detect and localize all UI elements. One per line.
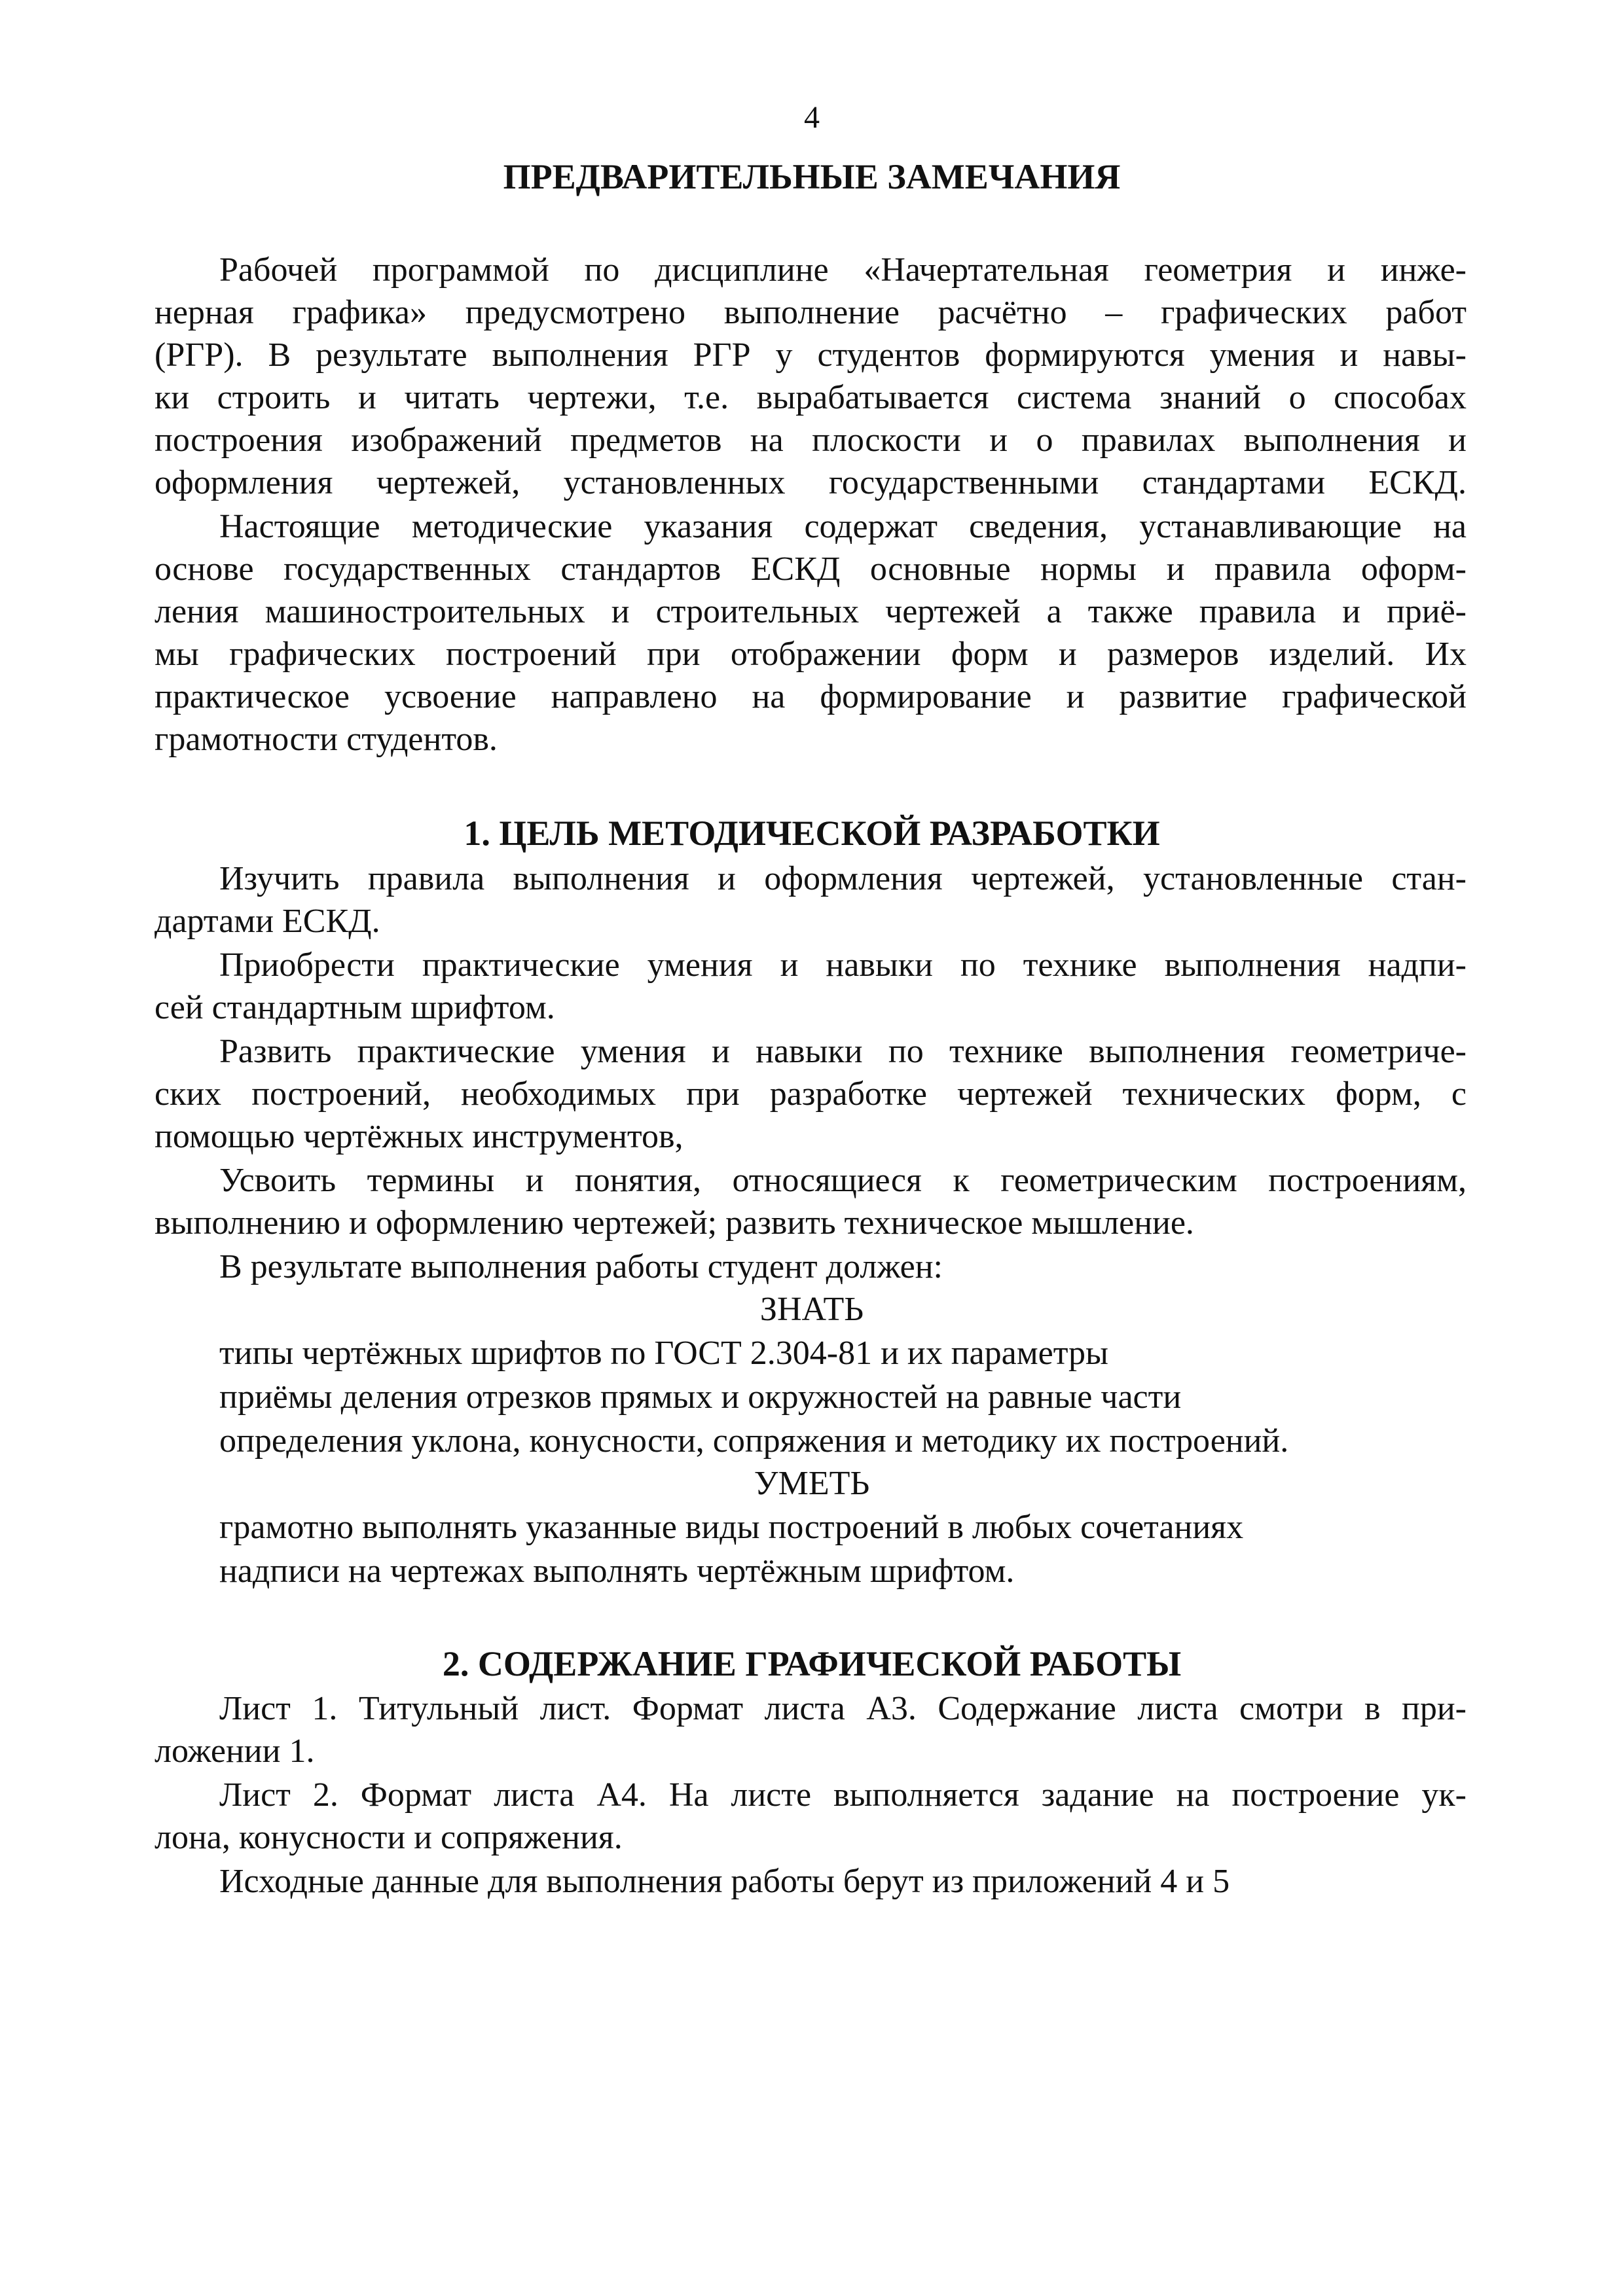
know-item-1: типы чертёжных шрифтов по ГОСТ 2.304-81 и их параметры bbox=[219, 1335, 1108, 1372]
preface-line-6: оформления чертежей, установленных государственными стандартами ЕСКД. bbox=[155, 464, 1467, 501]
know-label: ЗНАТЬ bbox=[759, 1291, 864, 1328]
section-1-line-8: Усвоить термины и понятия, относящиеся к геометрическим построениям, bbox=[219, 1162, 1467, 1199]
section-1-line-9: выполнению и оформлению чертежей; развить техническое мышление. bbox=[155, 1204, 1194, 1242]
section-2-line-4: лона, конусности и сопряжения. bbox=[155, 1819, 623, 1856]
preface-title: ПРЕДВАРИТЕЛЬНЫЕ ЗАМЕЧАНИЯ bbox=[503, 157, 1121, 196]
know-item-3: определения уклона, конусности, сопряжения и методику их построений. bbox=[219, 1422, 1289, 1460]
section-1-line-5: Развить практические умения и навыки по технике выполнения геометриче- bbox=[219, 1033, 1467, 1070]
section-1-line-3: Приобрести практические умения и навыки по технике выполнения надпи- bbox=[219, 946, 1467, 984]
section-1-line-1: Изучить правила выполнения и оформления чертежей, установленные стан- bbox=[219, 860, 1467, 897]
section-1-line-6: ских построений, необходимых при разработке чертежей технических форм, с bbox=[155, 1075, 1467, 1113]
can-label: УМЕТЬ bbox=[754, 1465, 870, 1502]
page-number: 4 bbox=[804, 100, 820, 135]
can-item-2: надписи на чертежах выполнять чертёжным шрифтом. bbox=[219, 1552, 1015, 1590]
preface-line-2: нерная графика» предусмотрено выполнение расчётно – графических работ bbox=[155, 294, 1467, 331]
preface-line-8: основе государственных стандартов ЕСКД основные нормы и правила оформ- bbox=[155, 550, 1467, 588]
section-1-line-7: помощью чертёжных инструментов, bbox=[155, 1118, 684, 1155]
preface-line-5: построения изображений предметов на плоскости и о правилах выполнения и bbox=[155, 422, 1467, 459]
section-1-line-4: сей стандартным шрифтом. bbox=[155, 989, 555, 1026]
preface-line-12: грамотности студентов. bbox=[155, 721, 498, 758]
know-item-2: приёмы деления отрезков прямых и окружностей на равные части bbox=[219, 1378, 1182, 1416]
preface-line-9: ления машиностроительных и строительных чертежей а также правила и приё- bbox=[155, 593, 1467, 630]
preface-line-7: Настоящие методические указания содержат сведения, устанавливающие на bbox=[219, 508, 1467, 545]
preface-line-1: Рабочей программой по дисциплине «Начертательная геометрия и инже- bbox=[219, 251, 1467, 289]
section-2-title: 2. СОДЕРЖАНИЕ ГРАФИЧЕСКОЙ РАБОТЫ bbox=[442, 1644, 1182, 1683]
section-1-line-2: дартами ЕСКД. bbox=[155, 903, 380, 940]
preface-line-3: (РГР). В результате выполнения РГР у студентов формируются умения и навы- bbox=[155, 336, 1467, 374]
section-2-line-1: Лист 1. Титульный лист. Формат листа А3. Содержание листа смотри в при- bbox=[219, 1690, 1467, 1727]
section-1-title: 1. ЦЕЛЬ МЕТОДИЧЕСКОЙ РАЗРАБОТКИ bbox=[464, 814, 1160, 853]
section-2-line-3: Лист 2. Формат листа А4. На листе выполняется задание на построение ук- bbox=[219, 1776, 1467, 1814]
can-item-1: грамотно выполнять указанные виды построений в любых сочетаниях bbox=[219, 1509, 1244, 1546]
section-2-line-5: Исходные данные для выполнения работы берут из приложений 4 и 5 bbox=[219, 1863, 1230, 1900]
preface-line-11: практическое усвоение направлено на формирование и развитие графической bbox=[155, 678, 1467, 715]
preface-line-4: ки строить и читать чертежи, т.е. вырабатывается система знаний о способах bbox=[155, 379, 1467, 416]
section-1-line-10: В результате выполнения работы студент должен: bbox=[219, 1248, 943, 1285]
section-2-line-2: ложении 1. bbox=[155, 1732, 315, 1770]
preface-line-10: мы графических построений при отображении форм и размеров изделий. Их bbox=[155, 636, 1467, 673]
